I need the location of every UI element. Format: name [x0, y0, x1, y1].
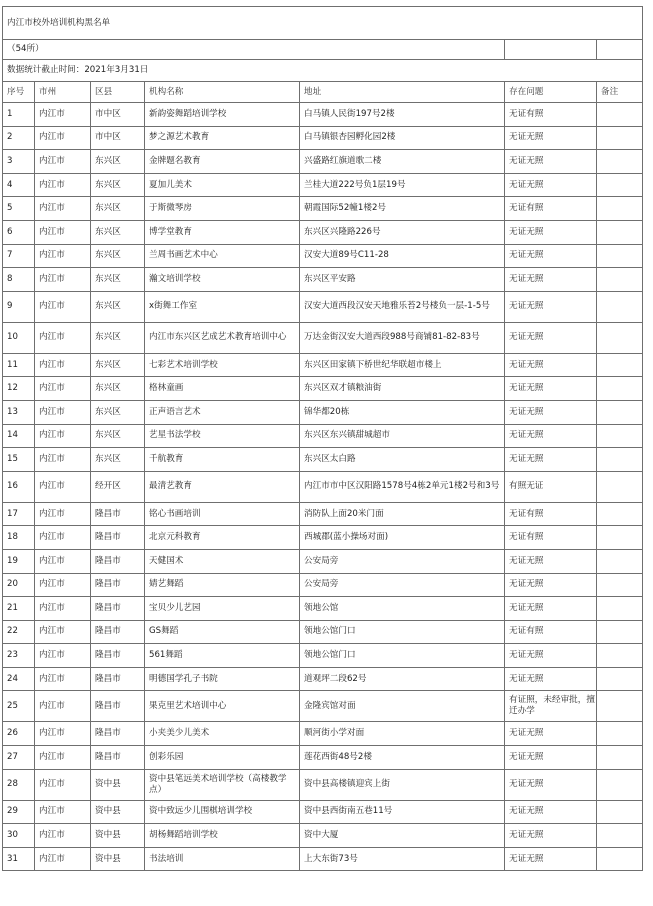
cell-problem: 有证照，未经审批，擅迁办学	[505, 691, 597, 722]
count-row	[3, 40, 643, 60]
cell-org-name: 资中县笔远美术培训学校（高楼教学点）	[145, 769, 300, 800]
cell-problem: 无证有照	[505, 103, 597, 127]
cell-index: 19	[3, 549, 35, 573]
cell-address: 领地公馆门口	[300, 644, 505, 668]
cell-district: 东兴区	[91, 197, 145, 221]
cell-problem: 无证无照	[505, 573, 597, 597]
cell-org-name: 夏加儿美术	[145, 173, 300, 197]
table-row	[3, 824, 643, 848]
cell-remark	[597, 597, 643, 621]
cell-city: 内江市	[35, 377, 91, 401]
cell-problem: 无证无照	[505, 400, 597, 424]
count-row-cell-problem	[505, 40, 597, 60]
cell-problem: 无证有照	[505, 526, 597, 550]
cell-remark	[597, 220, 643, 244]
cell-district: 东兴区	[91, 244, 145, 268]
cell-org-name: 瀚文培训学校	[145, 268, 300, 292]
table-row	[3, 549, 643, 573]
cell-index: 24	[3, 667, 35, 691]
cell-district: 隆昌市	[91, 526, 145, 550]
cell-index: 22	[3, 620, 35, 644]
cell-remark	[597, 573, 643, 597]
title-row	[3, 7, 643, 40]
table-row	[3, 800, 643, 824]
stat-date-row	[3, 60, 643, 82]
cell-district: 东兴区	[91, 424, 145, 448]
cell-index: 17	[3, 502, 35, 526]
count-note: （54所）	[3, 40, 505, 60]
cell-index: 20	[3, 573, 35, 597]
cell-district: 隆昌市	[91, 573, 145, 597]
cell-district: 市中区	[91, 103, 145, 127]
cell-problem: 无证有照	[505, 197, 597, 221]
cell-org-name: 七彩艺术培训学校	[145, 353, 300, 377]
cell-problem: 无证无照	[505, 549, 597, 573]
cell-city: 内江市	[35, 824, 91, 848]
cell-district: 东兴区	[91, 268, 145, 292]
cell-city: 内江市	[35, 691, 91, 722]
cell-remark	[597, 549, 643, 573]
cell-index: 26	[3, 722, 35, 746]
cell-remark	[597, 526, 643, 550]
cell-address: 资中县高楼镇迎宾上街	[300, 769, 505, 800]
cell-problem: 无证无照	[505, 644, 597, 668]
cell-city: 内江市	[35, 549, 91, 573]
cell-address: 公安局旁	[300, 549, 505, 573]
table-row	[3, 244, 643, 268]
cell-district: 隆昌市	[91, 644, 145, 668]
cell-remark	[597, 126, 643, 150]
cell-problem: 无证无照	[505, 126, 597, 150]
blacklist-sheet	[2, 6, 643, 871]
table-row	[3, 597, 643, 621]
cell-problem: 无证无照	[505, 322, 597, 353]
table-row	[3, 353, 643, 377]
table-row	[3, 150, 643, 174]
cell-org-name: 于斯微琴房	[145, 197, 300, 221]
cell-city: 内江市	[35, 644, 91, 668]
table-row	[3, 526, 643, 550]
table-row	[3, 722, 643, 746]
cell-district: 隆昌市	[91, 746, 145, 770]
cell-org-name: 胡杨舞蹈培训学校	[145, 824, 300, 848]
header-address: 地址	[300, 82, 505, 103]
cell-org-name: GS舞蹈	[145, 620, 300, 644]
cell-district: 东兴区	[91, 400, 145, 424]
cell-address: 兰桂大道222号负1层19号	[300, 173, 505, 197]
cell-org-name: 宝贝少儿艺园	[145, 597, 300, 621]
cell-address: 上大东街73号	[300, 847, 505, 871]
cell-city: 内江市	[35, 746, 91, 770]
table-row	[3, 322, 643, 353]
cell-remark	[597, 769, 643, 800]
cell-address: 汉安大道西段汉安天地雅乐苔2号楼负一层-1-5号	[300, 291, 505, 322]
cell-district: 隆昌市	[91, 722, 145, 746]
cell-city: 内江市	[35, 150, 91, 174]
cell-problem: 无证无照	[505, 824, 597, 848]
cell-city: 内江市	[35, 471, 91, 502]
cell-address: 兴盛路红旗道歌二楼	[300, 150, 505, 174]
table-row	[3, 620, 643, 644]
cell-problem: 无证有照	[505, 502, 597, 526]
cell-org-name: 金牌题名教育	[145, 150, 300, 174]
cell-city: 内江市	[35, 353, 91, 377]
cell-district: 隆昌市	[91, 620, 145, 644]
header-row	[3, 82, 643, 103]
cell-org-name: 北京元科教育	[145, 526, 300, 550]
cell-index: 18	[3, 526, 35, 550]
cell-remark	[597, 722, 643, 746]
cell-problem: 无证无照	[505, 377, 597, 401]
cell-district: 东兴区	[91, 353, 145, 377]
table-row	[3, 103, 643, 127]
cell-index: 4	[3, 173, 35, 197]
cell-org-name: 创彩乐园	[145, 746, 300, 770]
header-problem: 存在问题	[505, 82, 597, 103]
cell-remark	[597, 424, 643, 448]
cell-org-name: 果克里艺术培训中心	[145, 691, 300, 722]
cell-city: 内江市	[35, 769, 91, 800]
cell-org-name: 格林童画	[145, 377, 300, 401]
cell-city: 内江市	[35, 173, 91, 197]
cell-city: 内江市	[35, 722, 91, 746]
cell-remark	[597, 800, 643, 824]
cell-org-name: 书法培训	[145, 847, 300, 871]
cell-address: 东兴区兴隆路226号	[300, 220, 505, 244]
cell-index: 25	[3, 691, 35, 722]
cell-district: 资中县	[91, 847, 145, 871]
cell-address: 东兴区平安路	[300, 268, 505, 292]
cell-index: 13	[3, 400, 35, 424]
table-row	[3, 644, 643, 668]
cell-city: 内江市	[35, 126, 91, 150]
table-row	[3, 769, 643, 800]
table-row	[3, 126, 643, 150]
cell-city: 内江市	[35, 573, 91, 597]
cell-address: 领地公馆门口	[300, 620, 505, 644]
cell-problem: 无证无照	[505, 353, 597, 377]
table-row	[3, 471, 643, 502]
cell-address: 顺河街小学对面	[300, 722, 505, 746]
cell-district: 东兴区	[91, 322, 145, 353]
cell-city: 内江市	[35, 620, 91, 644]
cell-remark	[597, 268, 643, 292]
cell-district: 隆昌市	[91, 549, 145, 573]
cell-district: 经开区	[91, 471, 145, 502]
cell-address: 东兴区东兴镇甜城超市	[300, 424, 505, 448]
cell-index: 7	[3, 244, 35, 268]
cell-address: 东兴区田家镇下桥世纪华联超市楼上	[300, 353, 505, 377]
cell-city: 内江市	[35, 526, 91, 550]
cell-org-name: 资中致远少儿围棋培训学校	[145, 800, 300, 824]
cell-problem: 无证无照	[505, 847, 597, 871]
header-city: 市州	[35, 82, 91, 103]
cell-city: 内江市	[35, 103, 91, 127]
cell-index: 31	[3, 847, 35, 871]
table-row	[3, 268, 643, 292]
stat-date: 数据统计截止时间：2021年3月31日	[3, 60, 643, 82]
cell-district: 隆昌市	[91, 691, 145, 722]
cell-remark	[597, 400, 643, 424]
table-row	[3, 220, 643, 244]
cell-org-name: 艺星书法学校	[145, 424, 300, 448]
cell-district: 资中县	[91, 769, 145, 800]
table-row	[3, 573, 643, 597]
count-row-cell-note	[597, 40, 643, 60]
cell-district: 东兴区	[91, 291, 145, 322]
cell-address: 金隆宾馆对面	[300, 691, 505, 722]
cell-address: 消防队上面20米门面	[300, 502, 505, 526]
cell-district: 东兴区	[91, 173, 145, 197]
cell-org-name: 内江市东兴区艺成艺术教育培训中心	[145, 322, 300, 353]
cell-index: 12	[3, 377, 35, 401]
cell-district: 隆昌市	[91, 667, 145, 691]
cell-org-name: 博学堂教育	[145, 220, 300, 244]
cell-district: 东兴区	[91, 150, 145, 174]
cell-city: 内江市	[35, 291, 91, 322]
cell-problem: 无证无照	[505, 173, 597, 197]
cell-index: 10	[3, 322, 35, 353]
cell-remark	[597, 502, 643, 526]
cell-problem: 无证无照	[505, 746, 597, 770]
cell-district: 市中区	[91, 126, 145, 150]
table-row	[3, 502, 643, 526]
cell-index: 2	[3, 126, 35, 150]
cell-district: 资中县	[91, 824, 145, 848]
cell-index: 23	[3, 644, 35, 668]
cell-org-name: 561舞蹈	[145, 644, 300, 668]
cell-index: 29	[3, 800, 35, 824]
cell-org-name: 铭心书画培训	[145, 502, 300, 526]
table-row	[3, 424, 643, 448]
cell-problem: 有照无证	[505, 471, 597, 502]
cell-address: 东兴区双才镇粮油街	[300, 377, 505, 401]
cell-index: 14	[3, 424, 35, 448]
header-district: 区县	[91, 82, 145, 103]
cell-problem: 无证有照	[505, 620, 597, 644]
cell-org-name: 千航教育	[145, 448, 300, 472]
cell-remark	[597, 150, 643, 174]
cell-problem: 无证无照	[505, 722, 597, 746]
cell-city: 内江市	[35, 667, 91, 691]
cell-address: 白马镇银杏园孵化园2楼	[300, 126, 505, 150]
cell-remark	[597, 244, 643, 268]
cell-problem: 无证无照	[505, 150, 597, 174]
cell-remark	[597, 667, 643, 691]
cell-index: 5	[3, 197, 35, 221]
cell-remark	[597, 448, 643, 472]
cell-org-name: 最清艺教育	[145, 471, 300, 502]
cell-index: 30	[3, 824, 35, 848]
table-row	[3, 847, 643, 871]
cell-org-name: 明德国学孔子书院	[145, 667, 300, 691]
header-org-name: 机构名称	[145, 82, 300, 103]
cell-city: 内江市	[35, 197, 91, 221]
cell-problem: 无证无照	[505, 291, 597, 322]
cell-problem: 无证无照	[505, 244, 597, 268]
cell-remark	[597, 644, 643, 668]
table-row	[3, 667, 643, 691]
table-row	[3, 197, 643, 221]
cell-city: 内江市	[35, 268, 91, 292]
cell-problem: 无证无照	[505, 448, 597, 472]
cell-index: 15	[3, 448, 35, 472]
cell-problem: 无证无照	[505, 769, 597, 800]
cell-index: 6	[3, 220, 35, 244]
table-row	[3, 291, 643, 322]
cell-address: 西城郡(蓝小操场对面)	[300, 526, 505, 550]
cell-index: 11	[3, 353, 35, 377]
cell-city: 内江市	[35, 448, 91, 472]
cell-district: 隆昌市	[91, 502, 145, 526]
cell-city: 内江市	[35, 244, 91, 268]
cell-problem: 无证无照	[505, 597, 597, 621]
table-row	[3, 746, 643, 770]
cell-address: 白马镇人民街197号2楼	[300, 103, 505, 127]
cell-address: 锦华都20栋	[300, 400, 505, 424]
cell-address: 朝霞国际52幢1楼2号	[300, 197, 505, 221]
cell-index: 1	[3, 103, 35, 127]
cell-remark	[597, 353, 643, 377]
cell-problem: 无证无照	[505, 667, 597, 691]
cell-city: 内江市	[35, 502, 91, 526]
table-row	[3, 448, 643, 472]
cell-district: 东兴区	[91, 377, 145, 401]
cell-org-name: 梦之源艺术教育	[145, 126, 300, 150]
cell-city: 内江市	[35, 597, 91, 621]
cell-city: 内江市	[35, 800, 91, 824]
cell-address: 莲花西街48号2楼	[300, 746, 505, 770]
table-row	[3, 400, 643, 424]
cell-address: 道观坪二段62号	[300, 667, 505, 691]
cell-problem: 无证无照	[505, 220, 597, 244]
cell-address: 内江市市中区汉阳路1578号4栋2单元1楼2号和3号	[300, 471, 505, 502]
cell-city: 内江市	[35, 322, 91, 353]
cell-remark	[597, 847, 643, 871]
cell-remark	[597, 197, 643, 221]
cell-remark	[597, 291, 643, 322]
cell-city: 内江市	[35, 424, 91, 448]
cell-city: 内江市	[35, 220, 91, 244]
cell-district: 东兴区	[91, 448, 145, 472]
cell-address: 资中大厦	[300, 824, 505, 848]
cell-remark	[597, 620, 643, 644]
cell-city: 内江市	[35, 847, 91, 871]
header-remark: 备注	[597, 82, 643, 103]
header-index: 序号	[3, 82, 35, 103]
cell-address: 公安局旁	[300, 573, 505, 597]
cell-org-name: 兰周书画艺术中心	[145, 244, 300, 268]
cell-index: 8	[3, 268, 35, 292]
cell-index: 27	[3, 746, 35, 770]
cell-org-name: 新韵姿舞蹈培训学校	[145, 103, 300, 127]
cell-remark	[597, 824, 643, 848]
cell-district: 东兴区	[91, 220, 145, 244]
cell-address: 资中县西街南五巷11号	[300, 800, 505, 824]
cell-remark	[597, 322, 643, 353]
cell-address: 万达金街汉安大道西段988号商铺81-82-83号	[300, 322, 505, 353]
cell-remark	[597, 377, 643, 401]
cell-problem: 无证无照	[505, 424, 597, 448]
cell-remark	[597, 173, 643, 197]
cell-remark	[597, 103, 643, 127]
cell-city: 内江市	[35, 400, 91, 424]
table-row	[3, 691, 643, 722]
table-row	[3, 377, 643, 401]
cell-problem: 无证无照	[505, 268, 597, 292]
cell-index: 9	[3, 291, 35, 322]
cell-index: 28	[3, 769, 35, 800]
cell-index: 21	[3, 597, 35, 621]
cell-org-name: 正声语言艺术	[145, 400, 300, 424]
cell-address: 汉安大道89号C11-28	[300, 244, 505, 268]
cell-index: 3	[3, 150, 35, 174]
table-row	[3, 173, 643, 197]
cell-org-name: 婧艺舞蹈	[145, 573, 300, 597]
cell-org-name: x街舞工作室	[145, 291, 300, 322]
cell-index: 16	[3, 471, 35, 502]
cell-problem: 无证无照	[505, 800, 597, 824]
cell-org-name: 天健国术	[145, 549, 300, 573]
cell-org-name: 小夹美少儿美术	[145, 722, 300, 746]
cell-district: 隆昌市	[91, 597, 145, 621]
cell-address: 东兴区太白路	[300, 448, 505, 472]
cell-remark	[597, 691, 643, 722]
cell-district: 资中县	[91, 800, 145, 824]
blacklist-table	[2, 6, 643, 871]
sheet-title: 内江市校外培训机构黑名单	[3, 7, 643, 40]
cell-remark	[597, 471, 643, 502]
cell-remark	[597, 746, 643, 770]
cell-address: 领地公馆	[300, 597, 505, 621]
